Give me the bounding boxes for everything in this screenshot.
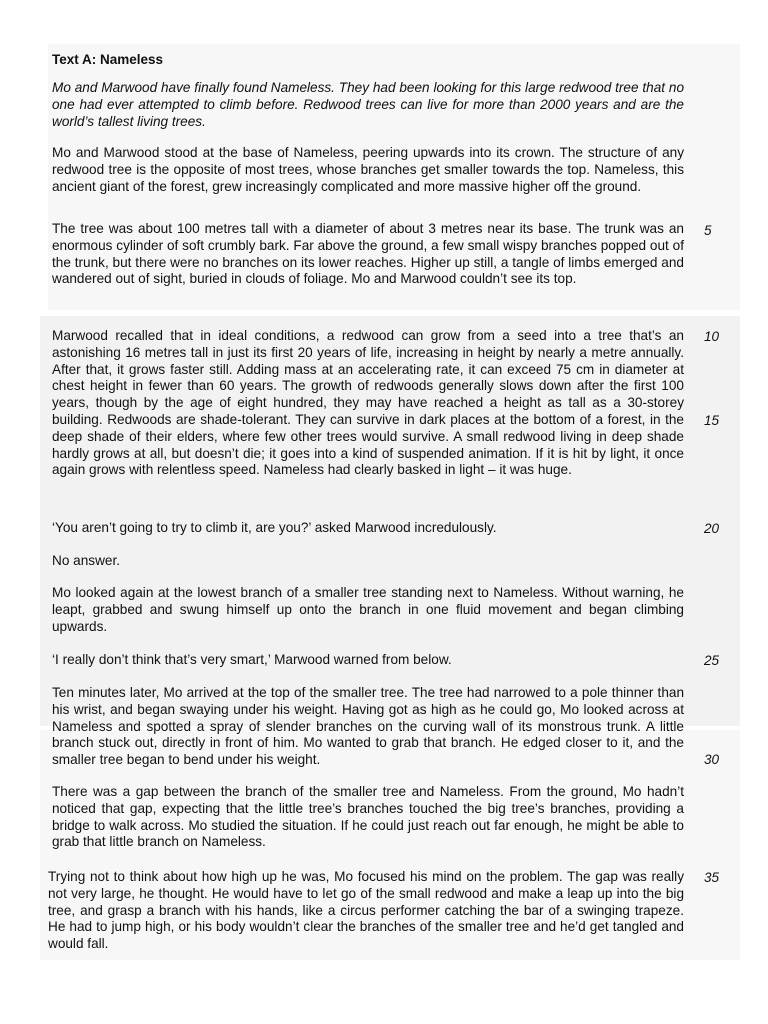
line-number-15: 15 (704, 413, 720, 428)
line-number-10: 10 (704, 329, 720, 344)
paragraph-9: There was a gap between the branch of the smaller tree and Nameless. From the ground, Mo hadn’t noticed that gap, expecting that the little tree’s branches touched the big tree’s branches, providing a bridge to walk across. Mo studied the situation. If he could just reach out far enough, he might be able to grab that little branch on Nameless. (52, 784, 684, 850)
line-number-20: 20 (704, 521, 720, 536)
paragraph-8: Ten minutes later, Mo arrived at the top of the smaller tree. The tree had narrowed to a pole thinner than his wrist, and began swaying under his weight. Having got as high as he could go, Mo looked across at Nameless and spotted a spray of slender branches on the curving wall of its monstrous trunk. A little branch stuck out, directly in front of him. Mo wanted to grab that branch. He edged closer to it, and the smaller tree began to bend under his weight. (52, 685, 684, 768)
line-number-30: 30 (704, 752, 720, 767)
paragraph-1: Mo and Marwood stood at the base of Nameless, peering upwards into its crown. The structure of any redwood tree is the opposite of most trees, whose branches get smaller towards the top. Nameless, this ancient giant of the forest, grew increasingly complicated and more massive higher off the ground. (52, 145, 684, 194)
page-title: Text A: Nameless (52, 52, 164, 67)
intro-paragraph: Mo and Marwood have finally found Nameless. They had been looking for this large redwood tree that no one had ever attempted to climb before. Redwood trees can live for more than 2000 years and are the world’s tallest living trees. (52, 80, 684, 129)
line-number-35: 35 (704, 870, 720, 885)
paragraph-3: Marwood recalled that in ideal conditions, a redwood can grow from a seed into a tree that’s an astonishing 16 metres tall in just its first 20 years of life, increasing in height by nearly a metre annually. After that, it grows faster still. Adding mass at an accelerating rate, it can exceed 75 cm in diameter at chest height in fewer than 60 years. The growth of redwoods generally slows down after the first 100 years, though by the age of eight hundred, they may have reached a height as tall as a 30-storey building. Redwoods are shade-tolerant. They can survive in dark places at the bottom of a forest, in the deep shade of their elders, where few other trees would survive. A small redwood living in deep shade hardly grows at all, but doesn’t die; it goes into a kind of suspended animation. If it is hit by light, it once again grows with relentless speed. Nameless had clearly basked in light – it was huge. (52, 328, 684, 478)
line-number-25: 25 (704, 653, 720, 668)
paragraph-6: Mo looked again at the lowest branch of a smaller tree standing next to Nameless. Without warning, he leapt, grabbed and swung himself up onto the branch in one fluid movement and began climbing upwards. (52, 585, 684, 634)
paragraph-2: The tree was about 100 metres tall with a diameter of about 3 metres near its base. The trunk was an enormous cylinder of soft crumbly bark. Far above the ground, a few small wispy branches popped out of the trunk, but there were no branches on its lower reaches. Higher up still, a tangle of limbs emerged and wandered out of sight, buried in clouds of foliage. Mo and Marwood couldn’t see its top. (52, 221, 684, 287)
paragraph-10: Trying not to think about how high up he was, Mo focused his mind on the problem. The gap was really not very large, he thought. He would have to let go of the small redwood and make a leap up into the big tree, and grasp a branch with his hands, like a circus performer catching the bar of a swinging trapeze. He had to jump high, or his body wouldn’t clear the branches of the smaller tree and he’d get tangled and would fall. (48, 869, 684, 952)
line-number-5: 5 (704, 223, 712, 238)
paragraph-5: No answer. (52, 553, 121, 568)
paragraph-7: ‘I really don’t think that’s very smart,’ Marwood warned from below. (52, 652, 452, 667)
paragraph-4: ‘You aren’t going to try to climb it, are you?’ asked Marwood incredulously. (52, 520, 497, 535)
